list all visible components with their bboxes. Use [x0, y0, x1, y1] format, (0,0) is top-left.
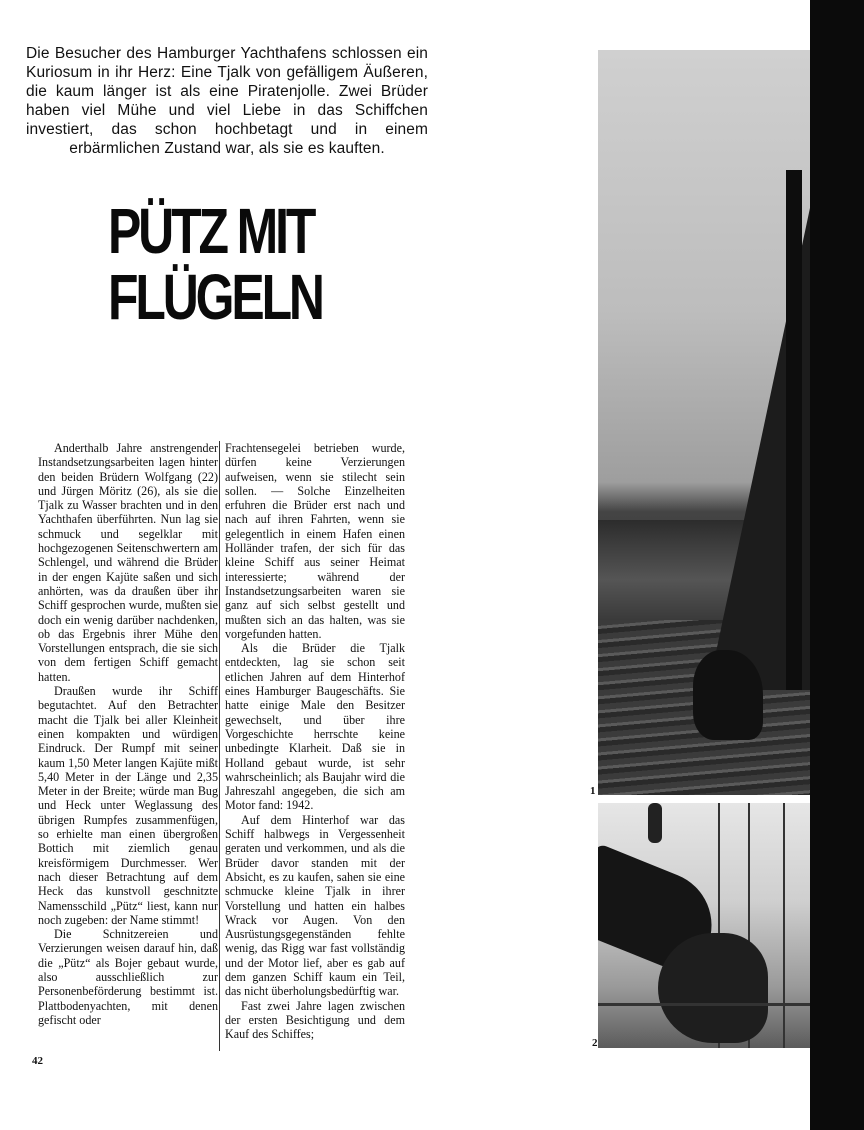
photo2-rope — [783, 803, 785, 1048]
headline-line-1: PÜTZ MIT — [108, 195, 314, 267]
column1-paragraph-2: Draußen wurde ihr Schiff begutachtet. Auf den Betrachter macht die Tjalk bei aller Kleinheit einen kompakten und würdigen Eindruck. Der Rumpf mit seiner kaum 1,50 Meter langen Kajüte mißt 5,40 Meter in der Länge und 2,35 Meter in der Breite; würde man Bug und Heck unter Weglassung des übrigen Rumpfes zusammenfügen, so erhielte man einen übergroßen Bottich mit ziemlich genau kreisförmigem Durchmesser. Wer nach dieser Betrachtung auf dem Heck das kunstvoll geschnitzte Namensschild „Pütz“ liest, kann nur noch zugeben: der Name stimmt! — [38, 684, 218, 927]
column2-paragraph-1: Frachtensegelei betrieben wurde, dürfen keine Verzierungen aufweisen, wenn sie stilecht sein sollen. — Solche Einzelheiten erfuhren die Brüder erst nach und nach auf ihren Fahrten, wenn sie gelegentlich in einem Hafen einen Holländer trafen, der sich für das kleine Schiff aus seiner Heimat interessierte; während der Instandsetzungsarbeiten waren sie ganz auf sich selbst gestellt und mußten sich an das halten, was sie vorgefunden hatten. — [225, 441, 405, 641]
column1-paragraph-1: Anderthalb Jahre anstrengender Instandsetzungsarbeiten lagen hinter den beiden Brüdern Wolfgang (22) und Jürgen Möritz (26), als sie die Tjalk zu Wasser brachten und in den Yachthafen überführten. Nun lag sie schmuck und segelklar mit hochgezogenen Seitenschwertern am Schlengel, und während die Brüder in der engen Kajüte saßen und sich anhörten, was da draußen über ihr Schiff gesprochen wurde, mußten sie doch ein wenig darüber nachdenken, ob das Ergebnis ihrer Mühe den Vorstellungen entsprach, die sie sich von dem fertigen Schiff gemacht hatten. — [38, 441, 218, 684]
photo2-rail — [598, 1003, 810, 1006]
headline — [108, 195, 322, 333]
photo-sailing-tjalk — [598, 50, 810, 795]
article-column-2 — [225, 441, 405, 1041]
photo-number-1: 1 — [590, 785, 596, 797]
page-number: 42 — [32, 1055, 43, 1067]
photo-number-2: 2 — [592, 1037, 598, 1049]
intro-paragraph: Die Besucher des Hamburger Yachthafens schlossen ein Kuriosum in ihr Herz: Eine Tjalk von gefälligem Äußeren, die kaum länger ist als eine Piratenjolle. Zwei Brüder haben viel Mühe und viel Liebe in das Schiffchen investiert, das schon hochbetagt und in einem erbärmlichen Zustand war, als sie es kauften. — [26, 45, 428, 157]
article-column-1 — [38, 441, 218, 1027]
column2-paragraph-2: Als die Brüder die Tjalk entdeckten, lag sie schon seit etlichen Jahren auf dem Hinterhof eines Hamburger Baugeschäfts. Sie hatte einige Male den Besitzer gewechselt, und über ihre Vorgeschichte herrschte keine unbedingte Klarheit. Daß sie in Holland gebaut wurde, ist sehr wahrscheinlich; als Baujahr wird die Jahreszahl angegeben, die sich am Motor fand: 1942. — [225, 641, 405, 813]
photo-rigging-hand — [598, 803, 810, 1048]
column-divider — [219, 441, 220, 1051]
photo2-pulley-block — [648, 803, 662, 843]
column1-paragraph-3: Die Schnitzereien und Verzierungen weisen darauf hin, daß die „Pütz“ als Bojer gebaut wurde, also ausschließlich zur Personenbeförderung bestimmt ist. Plattbodenyachten, mit denen gefischt oder — [38, 927, 218, 1027]
photo1-mast — [786, 170, 802, 690]
headline-line-2: FLÜGELN — [108, 261, 322, 333]
photo1-figure — [693, 650, 763, 740]
column2-paragraph-4: Fast zwei Jahre lagen zwischen der ersten Besichtigung und dem Kauf des Schiffes; — [225, 998, 405, 1042]
page-edge-shadow — [810, 0, 864, 1130]
column2-paragraph-3: Auf dem Hinterhof war das Schiff halbwegs in Vergessenheit geraten und verkommen, und als die Brüder davor standen mit der Absicht, es zu kaufen, sahen sie eine schmucke kleine Tjalk in ihrer Vorstellung und hatten ein halbes Wrack vor Augen. Von den Ausrüstungsgegenständen fehlte wenig, das Rigg war fast vollständig und der Motor lief, aber es gab auf dem ganzen Schiff kaum ein Teil, das nicht überholungsbedürftig war. — [225, 812, 405, 999]
photo2-hand — [658, 933, 768, 1043]
